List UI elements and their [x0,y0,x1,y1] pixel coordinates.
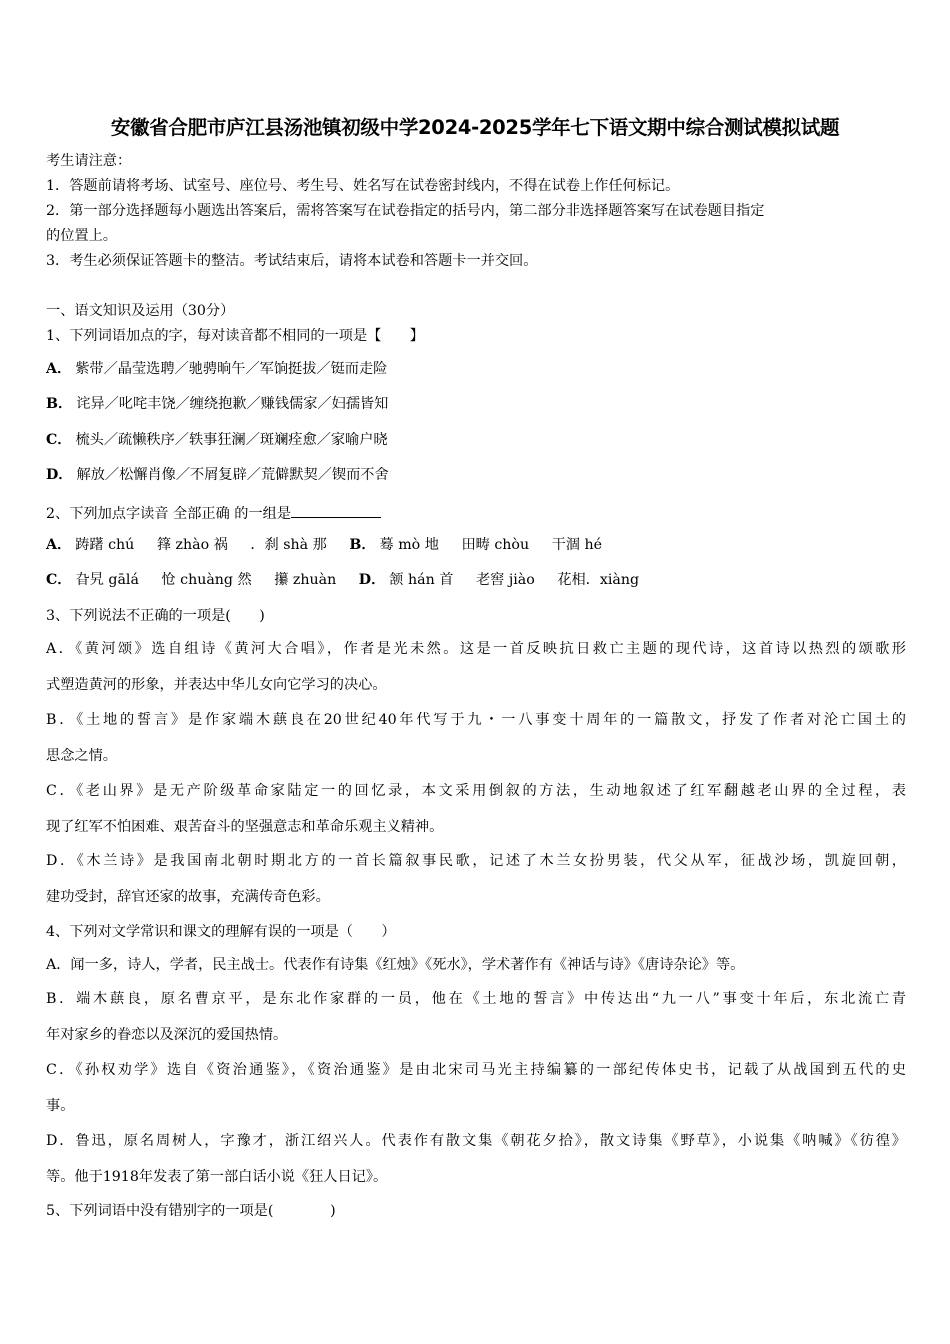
option-line: B．《土地的誓言》是作家端木蕻良在20世纪40年代写于九・一八事变十周年的一篇散文，抒发了作者对沦亡国土的 [46,712,906,728]
notice-item: 3．考生必须保证答题卡的整洁。考试结束后，请将本试卷和答题卡一并交回。 [46,253,538,269]
answer-blank[interactable] [291,503,381,518]
option-letter: D． [46,467,73,483]
pinyin-text: 怆 chuàng 然 [161,572,252,588]
option-letter: C． [46,432,72,448]
option-letter: C． [46,572,72,588]
question-4-option-a [46,956,906,992]
pinyin-item [161,572,251,588]
pinyin-item [476,572,535,588]
option-line: 年对家乡的眷恋以及深沉的爱国热情。 [46,1027,288,1043]
pinyin-item [274,572,336,588]
question-3-option-c [46,782,906,854]
question-1-option-b [46,395,388,413]
question-4-option-d [46,1132,906,1204]
notice-item: 1．答题前请将考场、试室号、座位号、考生号、姓名写在试卷密封线内，不得在试卷上作任何标记。 [46,178,680,194]
pinyin-item [461,537,529,553]
pinyin-text: 蓦 mò 地 [379,537,439,553]
option-line: 事。 [46,1098,75,1114]
notice-heading: 考生请注意： [46,153,132,169]
option-line: 现了红军不怕困难、艰苦奋斗的坚强意志和革命乐观主义精神。 [46,819,444,835]
pinyin-text: 旮旯 gālá [75,572,139,588]
pinyin-text: 老窖 jiào [475,572,535,588]
notice-item: 的位置上。 [46,228,117,244]
pinyin-item [557,572,639,588]
question-stem-4: 4、下列对文学常识和课文的理解有误的一项是（ ） [46,924,396,940]
option-line: 等。他于1918年发表了第一部白话小说《狂人日记》。 [46,1169,388,1185]
pinyin-text: 田畴 chòu [461,537,530,553]
option-line: 建功受封，辞官还家的故事，充满传奇色彩。 [46,889,330,905]
question-1-option-c [46,431,388,449]
question-2-stem-text: 2、下列加点字读音 全部正确 的一组是 [46,506,292,522]
option-line: C．《老山界》是无产阶级革命家陆定一的回忆录，本文采用倒叙的方法，生动地叙述了红军翻越老山界的全过程，表 [46,783,906,799]
question-3-option-b [46,711,906,783]
pinyin-item [349,537,439,553]
option-letter: B． [46,396,73,412]
option-text: 诧异／叱咤丰饶／缠绕抱歉／赚钱儒家／妇孺皆知 [76,396,389,412]
page-title: 安徽省合肥市庐江县汤池镇初级中学2024-2025学年七下语文期中综合测试模拟试题 [110,116,840,139]
pinyin-text: 踌躇 chú [75,537,135,553]
option-text: 梳头／疏懒秩序／轶事狂澜／斑斓痊愈／家喻户晓 [75,432,388,448]
question-3-option-d [46,852,906,924]
option-line: D．《木兰诗》是我国南北朝时期北方的一首长篇叙事民歌，记述了木兰女扮男装，代父从军，征战沙场，凯旋回朝， [46,853,906,869]
pinyin-text: 箨 zhào 祸 [156,537,228,553]
option-line: D．鲁迅，原名周树人，字豫才，浙江绍兴人。代表作有散文集《朝花夕拾》，散文诗集《野草》，小说集《呐喊》《彷徨》 [46,1133,906,1149]
option-text: 紫带／晶莹选聘／驰骋晌午／军饷挺拔／铤而走险 [75,361,388,377]
option-line: 式塑造黄河的形象，并表达中华儿女向它学习的决心。 [46,677,387,693]
pinyin-text: 干涸 hé [551,537,603,553]
question-stem-5: 5、下列词语中没有错别字的一项是( ) [46,1203,336,1219]
option-text: 解放／松懈肖像／不屑复辟／荒僻默契／锲而不舍 [76,467,389,483]
pinyin-item [552,537,602,553]
section-heading: 一、语文知识及运用（30分） [46,303,235,319]
option-line: A．《黄河颂》选自组诗《黄河大合唱》，作者是光未然。这是一首反映抗日救亡主题的现代诗，这首诗以热烈的颂歌形 [46,641,906,657]
question-3-option-a [46,640,906,712]
question-1-option-a [46,360,387,378]
pinyin-item [46,572,139,588]
notice-item: 2．第一部分选择题每小题选出答案后，需将答案写在试卷指定的括号内，第二部分非选择题答案写在试卷题目指定 [46,203,765,219]
question-stem-2 [46,503,381,523]
question-4-option-c [46,1061,906,1133]
option-letter: D． [358,572,386,588]
question-stem-1: 1、下列词语加点的字，每对读音都不相同的一项是【 】 [46,328,424,344]
option-letter: A． [46,537,72,553]
question-stem-3: 3、下列说法不正确的一项是( ) [46,608,265,624]
question-1-option-d [46,466,389,484]
option-letter: B． [349,537,376,553]
pinyin-item [359,572,454,588]
question-2-row-1 [46,536,620,554]
pinyin-item [250,537,326,553]
option-line: B．端木蕻良，原名曹京平，是东北作家群的一员，他在《土地的誓言》中传达出“九一八”事变十年后，东北流亡青 [46,991,906,1007]
option-line: A．闻一多，诗人，学者，民主战士。代表作有诗集《红烛》《死水》，学术著作有《神话与诗》《唐诗杂论》等。 [46,957,745,973]
question-4-option-b [46,990,906,1062]
pinyin-text: 攥 zhuàn [274,572,337,588]
pinyin-text: 颔 hán 首 [389,572,454,588]
option-letter: A． [46,361,72,377]
pinyin-item [157,537,228,553]
question-2-row-2 [46,571,657,589]
option-line: C．《孙权劝学》选自《资治通鉴》，《资治通鉴》是由北宋司马光主持编纂的一部纪传体史书，记载了从战国到五代的史 [46,1062,906,1078]
option-line: 思念之情。 [46,748,117,764]
pinyin-item [46,537,134,553]
pinyin-text: ．刹 shà 那 [250,537,327,553]
pinyin-text: 花相．xiàng [557,572,640,588]
